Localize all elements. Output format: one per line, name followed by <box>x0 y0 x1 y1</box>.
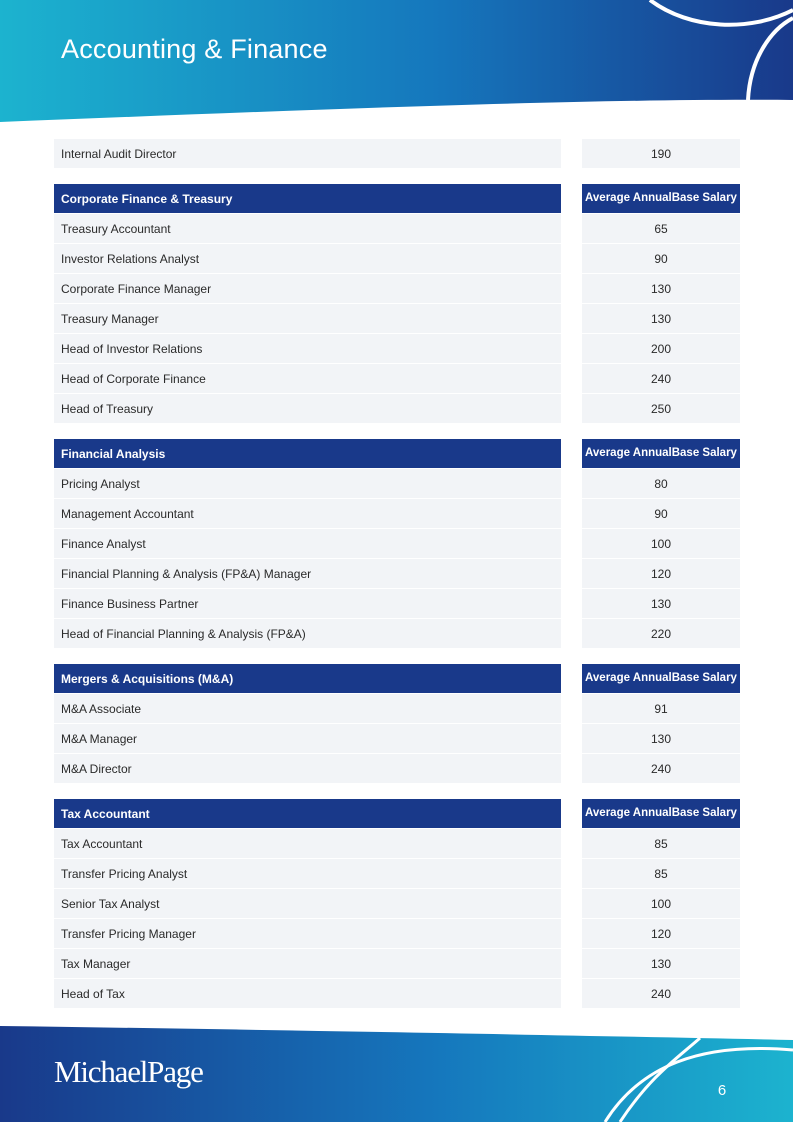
table-row <box>54 859 740 889</box>
table-row <box>54 244 740 274</box>
table-row <box>54 394 740 424</box>
role-cell: M&A Associate <box>54 694 561 723</box>
section-title: Corporate Finance & Treasury <box>54 184 561 213</box>
table-row <box>54 304 740 334</box>
section-title: Financial Analysis <box>54 439 561 468</box>
salary-cell: 130 <box>582 589 740 618</box>
table-row <box>54 979 740 1009</box>
role-cell: Head of Investor Relations <box>54 334 561 363</box>
section-title: Mergers & Acquisitions (M&A) <box>54 664 561 693</box>
salary-column-header <box>582 664 740 693</box>
table-row <box>54 889 740 919</box>
salary-cell: 85 <box>582 829 740 858</box>
role-cell: Pricing Analyst <box>54 469 561 498</box>
salary-cell: 85 <box>582 859 740 888</box>
table-row <box>54 139 740 169</box>
salary-cell: 120 <box>582 919 740 948</box>
section-header-row <box>54 799 740 829</box>
salary-cell: 90 <box>582 499 740 528</box>
salary-cell: 100 <box>582 889 740 918</box>
role-cell: Tax Accountant <box>54 829 561 858</box>
role-cell: Head of Tax <box>54 979 561 1008</box>
salary-header-line-1: Average Annual <box>585 806 672 819</box>
salary-header-line-2: Base Salary <box>671 191 737 204</box>
salary-cell: 240 <box>582 979 740 1008</box>
salary-cell: 130 <box>582 304 740 333</box>
role-cell: Head of Financial Planning & Analysis (FP&A) <box>54 619 561 648</box>
michael-page-logo: MichaelPage <box>54 1054 203 1089</box>
role-cell: M&A Manager <box>54 724 561 753</box>
salary-header-line-2: Base Salary <box>671 806 737 819</box>
salary-cell: 130 <box>582 949 740 978</box>
section-header-row <box>54 664 740 694</box>
table-row <box>54 829 740 859</box>
role-cell: Finance Analyst <box>54 529 561 558</box>
salary-cell: 220 <box>582 619 740 648</box>
role-cell: Investor Relations Analyst <box>54 244 561 273</box>
section-header-row <box>54 184 740 214</box>
salary-header-line-2: Base Salary <box>671 671 737 684</box>
table-row <box>54 529 740 559</box>
salary-tables <box>54 139 740 1009</box>
table-row <box>54 619 740 649</box>
page-title: Accounting & Finance <box>61 34 328 64</box>
role-cell: Treasury Accountant <box>54 214 561 243</box>
salary-cell: 250 <box>582 394 740 423</box>
role-cell: Internal Audit Director <box>54 139 561 168</box>
role-cell: Tax Manager <box>54 949 561 978</box>
salary-cell: 190 <box>582 139 740 168</box>
table-row <box>54 364 740 394</box>
salary-cell: 100 <box>582 529 740 558</box>
table-row <box>54 694 740 724</box>
table-row <box>54 274 740 304</box>
role-cell: Senior Tax Analyst <box>54 889 561 918</box>
role-cell: Treasury Manager <box>54 304 561 333</box>
salary-header-line-2: Base Salary <box>671 446 737 459</box>
table-row <box>54 334 740 364</box>
table-row <box>54 559 740 589</box>
table-row <box>54 754 740 784</box>
table-row <box>54 724 740 754</box>
salary-cell: 200 <box>582 334 740 363</box>
sections-container <box>54 184 740 1009</box>
salary-cell: 240 <box>582 364 740 393</box>
salary-column-header <box>582 439 740 468</box>
salary-cell: 120 <box>582 559 740 588</box>
salary-cell: 130 <box>582 724 740 753</box>
section-header-row <box>54 439 740 469</box>
salary-cell: 130 <box>582 274 740 303</box>
table-row <box>54 919 740 949</box>
salary-header-line-1: Average Annual <box>585 446 672 459</box>
role-cell: Transfer Pricing Manager <box>54 919 561 948</box>
salary-cell: 240 <box>582 754 740 783</box>
role-cell: Head of Treasury <box>54 394 561 423</box>
role-cell: Corporate Finance Manager <box>54 274 561 303</box>
role-cell: Finance Business Partner <box>54 589 561 618</box>
salary-header-line-1: Average Annual <box>585 191 672 204</box>
role-cell: Head of Corporate Finance <box>54 364 561 393</box>
salary-cell: 80 <box>582 469 740 498</box>
table-row <box>54 214 740 244</box>
table-row <box>54 589 740 619</box>
salary-column-header <box>582 184 740 213</box>
role-cell: Transfer Pricing Analyst <box>54 859 561 888</box>
table-row <box>54 949 740 979</box>
role-cell: Financial Planning & Analysis (FP&A) Manager <box>54 559 561 588</box>
table-row <box>54 469 740 499</box>
salary-header-line-1: Average Annual <box>585 671 672 684</box>
section-title: Tax Accountant <box>54 799 561 828</box>
table-row <box>54 499 740 529</box>
salary-column-header <box>582 799 740 828</box>
role-cell: M&A Director <box>54 754 561 783</box>
role-cell: Management Accountant <box>54 499 561 528</box>
page-number: 6 <box>717 1082 727 1099</box>
header-banner <box>0 0 793 122</box>
salary-cell: 90 <box>582 244 740 273</box>
salary-cell: 65 <box>582 214 740 243</box>
salary-cell: 91 <box>582 694 740 723</box>
